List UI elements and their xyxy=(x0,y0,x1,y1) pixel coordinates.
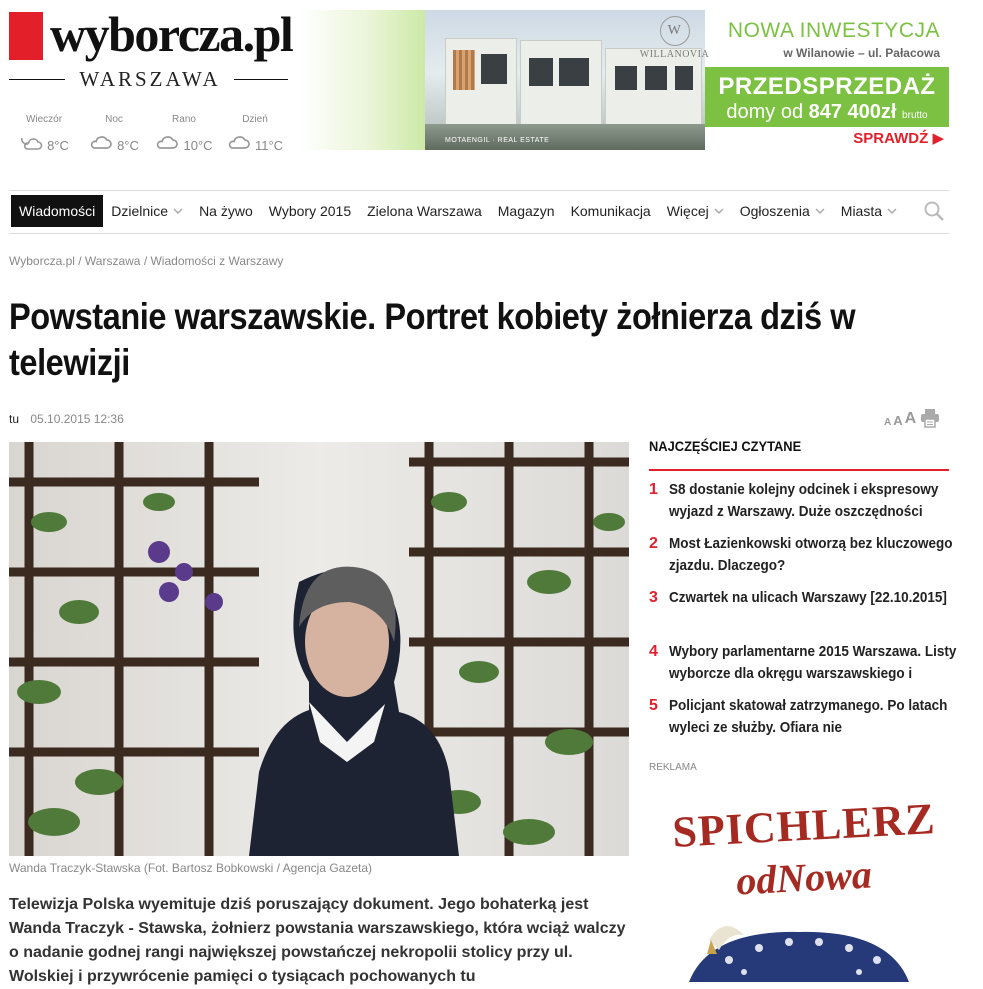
most-read-link[interactable]: Czwartek na ulicach Warszawy [22.10.2015] xyxy=(669,589,947,606)
article-lead: Telewizja Polska wyemituje dziś poruszający dokument. Jego bohaterką jest Wanda Traczyk - Stawska, żołnierz powstania warszawskiego, która wciąż walczy o nadanie godnej rangi największej powstańczej nekropolii stolicy przy ul. Wolskiej i przywrócenie pamięci o tysiącach pochowanych tu xyxy=(9,896,626,985)
nav-item-label: Miasta xyxy=(840,203,883,219)
nav-item-label: Więcej xyxy=(666,203,709,219)
ad-title: NOWA INWESTYCJA xyxy=(727,19,940,42)
photo-caption: Wanda Traczyk-Stawska (Fot. Bartosz Bobkowski / Agencja Gazeta) xyxy=(9,861,373,875)
nav-item-3[interactable] xyxy=(261,195,359,227)
chevron-down-icon xyxy=(173,206,183,216)
nav-item-4[interactable] xyxy=(359,195,490,227)
nav-item-label: Wybory 2015 xyxy=(268,203,352,219)
most-read-divider xyxy=(649,469,949,471)
article-tools xyxy=(884,408,940,428)
most-read-rank: 1 xyxy=(649,481,658,498)
most-read-link[interactable]: Wybory parlamentarne 2015 Warszawa. Listy wyborcze dla okręgu warszawskiego i xyxy=(669,643,957,682)
weather-evening[interactable] xyxy=(14,114,74,153)
main-nav xyxy=(9,190,949,234)
ad-brand-logo xyxy=(637,16,712,60)
logo-divider-left xyxy=(9,79,65,80)
font-size-large-button[interactable]: A xyxy=(904,410,917,427)
ad-price: domy od 847 400zł brutto xyxy=(726,101,928,123)
ad-presale: PRZEDSPRZEDAŻ xyxy=(718,73,936,100)
ad-price-value: 847 400zł xyxy=(808,101,897,123)
font-size-small-button[interactable]: A xyxy=(884,417,892,428)
weather-morning[interactable] xyxy=(154,114,214,153)
logo-mark[interactable] xyxy=(9,12,43,60)
nav-item-1[interactable] xyxy=(103,195,191,227)
article-meta xyxy=(9,412,124,426)
ad-banner-willanovia[interactable] xyxy=(300,10,949,150)
weather-temp: 11°C xyxy=(254,138,284,153)
nav-item-0[interactable] xyxy=(11,195,103,227)
weather-temp: 10°C xyxy=(183,138,213,153)
weather-temp: 8°C xyxy=(117,138,139,153)
ad-label: REKLAMA xyxy=(649,762,697,773)
most-read-item[interactable] xyxy=(649,641,969,685)
nav-item-9[interactable] xyxy=(833,195,905,227)
nav-item-label: Wiadomości xyxy=(19,203,96,219)
most-read-link[interactable]: Most Łazienkowski otworzą bez kluczowego zjazdu. Dlaczego? xyxy=(669,535,953,574)
most-read-rank: 3 xyxy=(649,589,658,606)
weather-period-label: Dzień xyxy=(242,114,268,125)
most-read-rank: 2 xyxy=(649,535,658,552)
article-photo-image xyxy=(9,442,629,856)
ad-cta-button[interactable]: SPRAWDŹ ▶ xyxy=(853,130,944,147)
ad-photo-caption: MOTAENGIL · REAL ESTATE xyxy=(445,137,550,144)
search-icon[interactable] xyxy=(923,200,945,222)
city-edition-label[interactable]: WARSZAWA xyxy=(79,67,221,91)
nav-item-2[interactable] xyxy=(191,195,261,227)
nav-item-6[interactable] xyxy=(563,195,659,227)
nav-item-8[interactable] xyxy=(732,195,833,227)
most-read-item[interactable] xyxy=(649,695,969,739)
most-read-rank: 4 xyxy=(649,643,658,660)
article-date: 05.10.2015 12:36 xyxy=(30,412,124,426)
ad-brand-name: WILLANOVIA xyxy=(639,49,710,60)
cloud-icon xyxy=(89,132,113,152)
weather-period-label: Noc xyxy=(105,114,123,125)
ad-spichlerz-title: SPICHLERZ xyxy=(671,794,937,857)
most-read-heading: NAJCZĘŚCIEJ CZYTANE xyxy=(649,438,802,454)
article-author[interactable]: tu xyxy=(9,412,20,426)
cloud-moon-icon xyxy=(19,132,43,152)
logo-divider-right xyxy=(234,79,288,80)
ad-spichlerz-subtitle: odNowa xyxy=(735,851,873,904)
weather-period-label: Wieczór xyxy=(25,114,63,125)
weather-period-label: Rano xyxy=(172,114,196,125)
weather-temp: 8°C xyxy=(47,138,69,153)
ad-spichlerz[interactable] xyxy=(649,790,949,982)
chevron-down-icon xyxy=(714,206,724,216)
breadcrumb[interactable]: Wyborcza.pl / Warszawa / Wiadomości z Warszawy xyxy=(9,254,284,268)
nav-item-5[interactable] xyxy=(490,195,563,227)
chevron-down-icon xyxy=(815,206,825,216)
weather-night[interactable] xyxy=(84,114,144,153)
article-photo[interactable] xyxy=(9,442,629,856)
most-read-rank: 5 xyxy=(649,697,658,714)
willanovia-logo-icon: W xyxy=(660,16,690,46)
weather-day[interactable] xyxy=(225,114,285,153)
cloud-icon xyxy=(155,132,179,152)
font-size-medium-button[interactable]: A xyxy=(893,413,903,428)
nav-item-label: Dzielnice xyxy=(111,203,169,219)
most-read-link[interactable]: S8 dostanie kolejny odcinek i ekspresowy wyjazd z Warszawy. Duże oszczędności xyxy=(669,481,939,520)
nav-item-label: Magazyn xyxy=(497,203,555,219)
most-read-link[interactable]: Policjant skatował zatrzymanego. Po latach wyleci ze służby. Ofiara nie xyxy=(669,697,948,736)
nav-item-label: Zielona Warszawa xyxy=(367,203,482,219)
most-read-item[interactable] xyxy=(649,587,969,631)
ad-gradient xyxy=(300,10,425,150)
ad-subtitle: w Wilanowie – ul. Pałacowa xyxy=(783,46,940,60)
most-read-item[interactable] xyxy=(649,533,969,577)
site-logo[interactable]: wyborcza.pl xyxy=(50,6,293,62)
print-icon[interactable] xyxy=(920,408,940,428)
most-read-list xyxy=(649,479,969,749)
article-title: Powstanie warszawskie. Portret kobiety żołnierza dziś w telewizji xyxy=(9,296,856,383)
nav-item-label: Ogłoszenia xyxy=(739,203,810,219)
nav-item-label: Na żywo xyxy=(199,203,253,219)
ad-price-suffix: brutto xyxy=(902,110,928,121)
cloud-icon xyxy=(227,132,251,152)
chevron-down-icon xyxy=(887,206,897,216)
ad-spichlerz-graphic xyxy=(649,910,949,982)
ad-offer-box xyxy=(705,67,949,127)
nav-item-7[interactable] xyxy=(659,195,732,227)
nav-item-label: Komunikacja xyxy=(570,203,651,219)
most-read-item[interactable] xyxy=(649,479,969,523)
